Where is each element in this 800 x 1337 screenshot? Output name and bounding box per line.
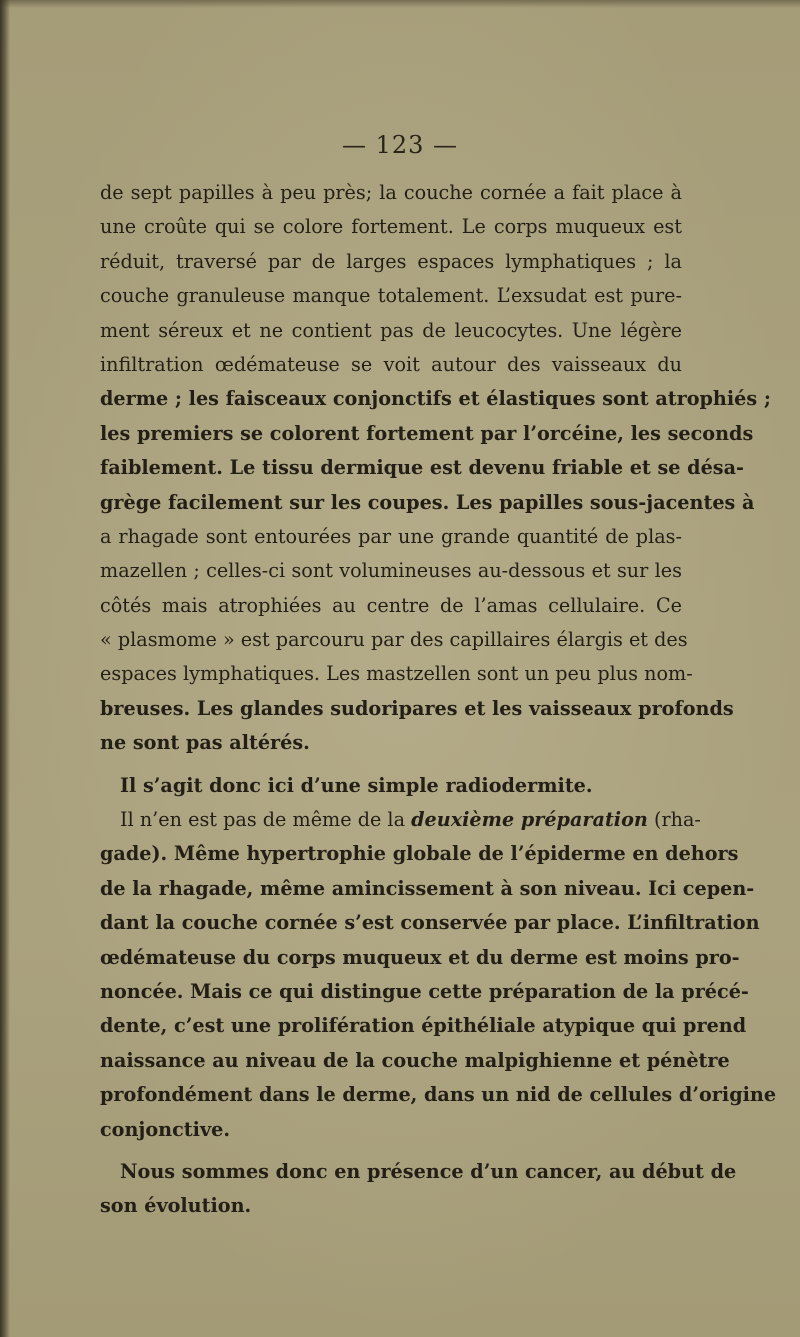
text-line: dant la couche cornée s’est conservée par place. L’infiltration: [100, 911, 760, 935]
binding-shadow: [0, 0, 10, 1337]
page-number: — 123 —: [341, 131, 459, 159]
text-line: infiltration œdémateuse se voit autour des vaisseaux du: [100, 352, 682, 376]
text-line: espaces lymphatiques. Les mastzellen sont un peu plus nom-: [100, 662, 693, 686]
text-line: Il s’agit donc ici d’une simple radiodermite.: [120, 773, 593, 797]
text-line: « plasmome » est parcouru par des capillaires élargis et des: [100, 628, 688, 652]
text-line: grège facilement sur les coupes. Les papilles sous-jacentes à: [100, 490, 755, 514]
text-line: œdémateuse du corps muqueux et du derme est moins pro-: [100, 945, 740, 969]
text-line: noncée. Mais ce qui distingue cette préparation de la précé-: [100, 979, 749, 1003]
text-segment: (rha-: [647, 808, 701, 832]
text-line: profondément dans le derme, dans un nid de cellules d’origine: [100, 1083, 777, 1107]
text-line: a rhagade sont entourées par une grande quantité de plas-: [100, 524, 682, 548]
text-line: derme ; les faisceaux conjonctifs et élastiques sont atrophiés ;: [100, 387, 771, 411]
text-segment: Il n’en est pas de même de la: [120, 808, 412, 832]
text-line: [100, 803, 701, 837]
paragraph-gap: [100, 1147, 682, 1155]
text-line: Nous sommes donc en présence d’un cancer, au début de: [120, 1159, 737, 1183]
body-text: [100, 176, 777, 1224]
text-line: conjonctive.: [100, 1117, 230, 1141]
text-line: couche granuleuse manque totalement. L’exsudat est pure-: [100, 284, 682, 308]
text-line: côtés mais atrophiées au centre de l’amas cellulaire. Ce: [100, 593, 682, 617]
text-line: réduit, traversé par de larges espaces lymphatiques ; la: [100, 249, 682, 273]
text-line: gade). Même hypertrophie globale de l’épiderme en dehors: [100, 842, 739, 866]
text-line: mazellen ; celles-ci sont volumineuses au-dessous et sur les: [100, 559, 682, 583]
text-line: naissance au niveau de la couche malpighienne et pénètre: [100, 1048, 730, 1072]
text-line: de sept papilles à peu près; la couche cornée a fait place à: [100, 181, 682, 204]
paragraph-gap: [100, 761, 682, 769]
text-line: faiblement. Le tissu dermique est devenu friable et se désa-: [100, 456, 744, 480]
text-line: son évolution.: [100, 1194, 252, 1218]
page-top-edge: [0, 0, 800, 8]
text-line: dente, c’est une prolifération épithéliale atypique qui prend: [100, 1014, 747, 1038]
text-line: de la rhagade, même amincissement à son niveau. Ici cepen-: [100, 876, 755, 900]
text-line: les premiers se colorent fortement par l’orcéine, les seconds: [100, 421, 754, 445]
text-line: une croûte qui se colore fortement. Le corps muqueux est: [100, 215, 682, 239]
text-line: ment séreux et ne contient pas de leucocytes. Une légère: [100, 318, 682, 342]
italic-phrase: deuxième préparation: [411, 808, 648, 832]
text-line: ne sont pas altérés.: [100, 731, 310, 755]
text-line: breuses. Les glandes sudoripares et les vaisseaux profonds: [100, 696, 734, 720]
